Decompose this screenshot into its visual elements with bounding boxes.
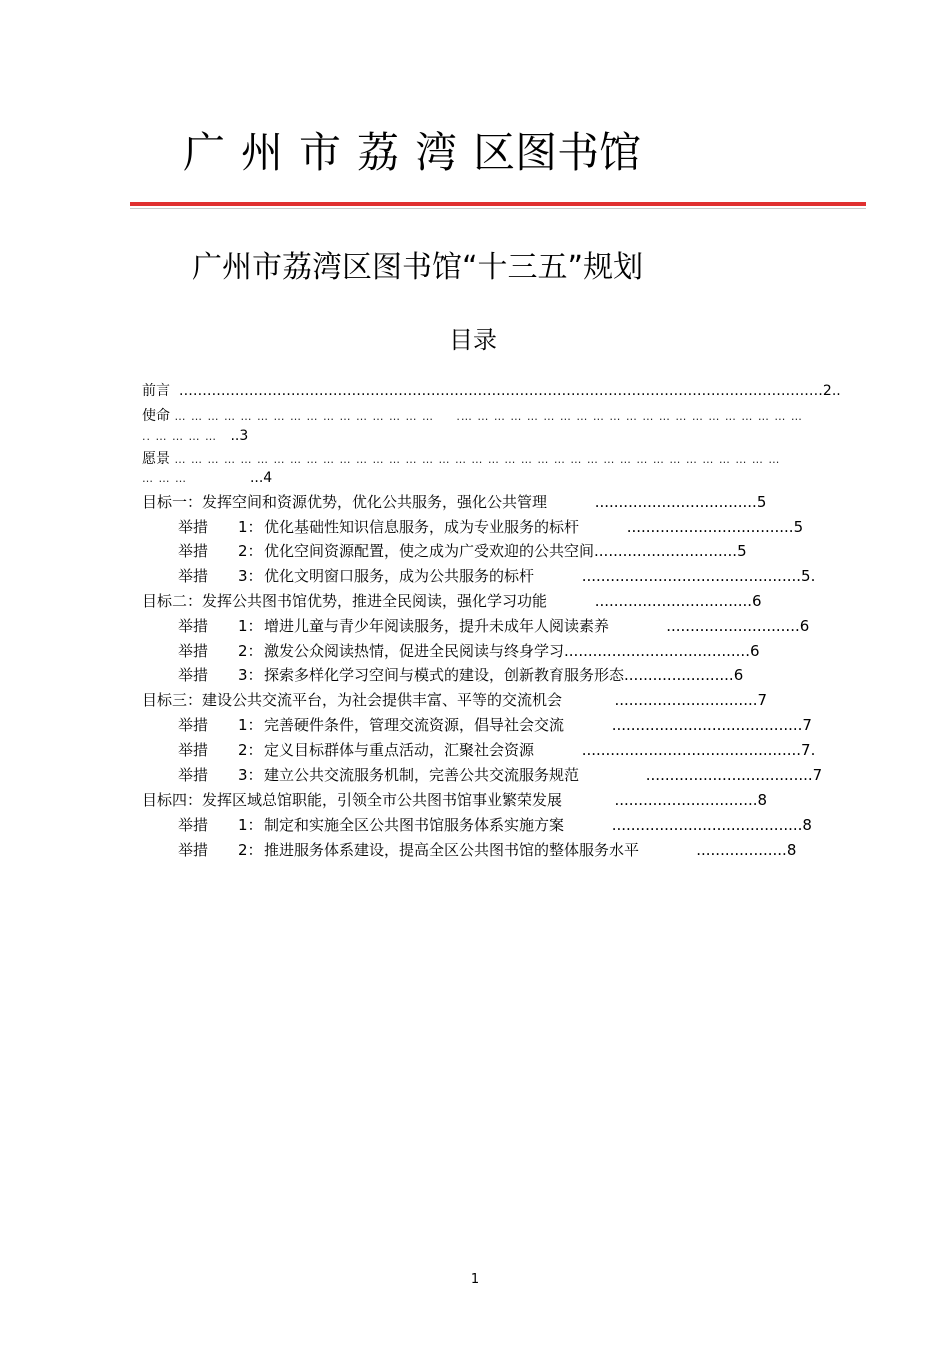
toc-goal-page: 7: [757, 691, 768, 709]
toc-goal-label: 目标一：发挥空间和资源优势，优化公共服务，强化公共管理: [142, 493, 548, 511]
toc-goal-3[interactable]: [142, 690, 767, 710]
measure-prefix: 举措: [178, 841, 209, 859]
dot-leader: ..............................................: [534, 567, 802, 585]
measure-page: 6: [733, 666, 744, 684]
library-name-heading: [183, 128, 743, 178]
measure-prefix: 举措: [178, 642, 209, 660]
toc-measure-2-2[interactable]: [178, 641, 760, 661]
toc-measure-3-2[interactable]: [178, 740, 815, 760]
toc-goal-1[interactable]: [142, 492, 766, 512]
measure-text: 制定和实施全区公共图书馆服务体系实施方案: [264, 816, 565, 834]
dot-leader: … … … … … … … … … … … … … … … … .… … … … … … … … … … … … … … … … … … … … …: [170, 410, 803, 423]
library-name-char: 市: [299, 128, 342, 177]
measure-prefix: 举措: [178, 542, 209, 560]
measure-page: 7: [802, 716, 812, 734]
toc-measure-1-3[interactable]: [178, 566, 815, 586]
toc-entry-label: 愿景: [142, 451, 170, 467]
toc-measure-3-3[interactable]: [178, 765, 822, 785]
measure-number: 1：: [238, 617, 263, 635]
measure-prefix: 举措: [178, 666, 209, 684]
measure-page: 5: [737, 542, 747, 560]
toc-goal-page: 6: [752, 592, 762, 610]
header-divider-red: [130, 202, 866, 206]
measure-number: 3：: [238, 567, 263, 585]
measure-prefix: 举措: [178, 766, 209, 784]
library-name-char: 区图书馆: [473, 128, 642, 177]
dot-leader: ..............................................: [534, 741, 802, 759]
toc-goal-label: 目标四：发挥区域总馆职能，引领全市公共图书馆事业繁荣发展: [142, 791, 563, 809]
document-title: 广州市荔湾区图书馆“十三五”规划: [192, 250, 644, 285]
measure-number: 1：: [238, 716, 263, 734]
dot-leader: ........................................: [564, 816, 803, 834]
measure-prefix: 举措: [178, 617, 209, 635]
dot-leader: ..............................: [594, 542, 738, 560]
page-number: 1: [470, 1272, 480, 1287]
measure-number: 2：: [238, 841, 263, 859]
measure-text: 完善硬件条件，管理交流资源，倡导社会交流: [264, 716, 565, 734]
measure-number: 1：: [238, 518, 263, 536]
dot-leader: ...................................: [579, 518, 794, 536]
dot-leader: ........................................: [564, 716, 803, 734]
measure-text: 优化空间资源配置，使之成为广受欢迎的公共空间: [264, 542, 595, 560]
measure-page: 5: [793, 518, 804, 536]
toc-goal-4[interactable]: [142, 790, 767, 810]
measure-prefix: 举措: [178, 567, 209, 585]
measure-page: 6: [799, 617, 810, 635]
toc-entry-vision[interactable]: [142, 449, 780, 470]
measure-text: 优化文明窗口服务，成为公共服务的标杆: [264, 567, 535, 585]
measure-prefix: 举措: [178, 741, 209, 759]
measure-prefix: 举措: [178, 816, 209, 834]
measure-prefix: 举措: [178, 518, 209, 536]
toc-goal-label: 目标三：建设公共交流平台，为社会提供丰富、平等的交流机会: [142, 691, 563, 709]
measure-page: 7: [812, 766, 823, 784]
toc-entry-mission-cont[interactable]: [142, 426, 248, 447]
dot-leader: … … …: [142, 472, 250, 485]
toc-goal-page: 8: [757, 791, 768, 809]
dot-leader: ..................................: [547, 493, 757, 511]
dot-leader: ...................: [639, 841, 787, 859]
toc-entry-label: 使命: [142, 408, 170, 424]
header-divider-grey: [130, 208, 866, 209]
toc-measure-1-1[interactable]: [178, 517, 803, 537]
toc-entry-mission[interactable]: [142, 406, 803, 427]
toc-measure-1-2[interactable]: [178, 541, 747, 561]
dot-leader: .................................: [547, 592, 753, 610]
measure-number: 2：: [238, 741, 263, 759]
toc-entry-page: ...4: [249, 470, 273, 486]
library-name-char: 广: [183, 128, 226, 177]
toc-measure-2-1[interactable]: [178, 616, 809, 636]
dot-leader: ..............................: [562, 691, 758, 709]
dot-leader: .......................: [624, 666, 734, 684]
dot-leader: …………………………………………………………………………………………………………………………: [170, 383, 823, 399]
toc-entry-page: 2..: [822, 383, 841, 399]
measure-text: 增进儿童与青少年阅读服务，提升未成年人阅读素养: [264, 617, 610, 635]
measure-number: 1：: [238, 816, 263, 834]
toc-goal-label: 目标二：发挥公共图书馆优势，推进全民阅读，强化学习功能: [142, 592, 548, 610]
toc-measure-2-3[interactable]: [178, 665, 743, 685]
toc-entry-vision-cont[interactable]: [142, 468, 272, 489]
measure-page: 8: [802, 816, 812, 834]
dot-leader: ............................: [609, 617, 800, 635]
toc-measure-4-2[interactable]: [178, 840, 796, 860]
measure-number: 2：: [238, 642, 263, 660]
measure-number: 3：: [238, 666, 263, 684]
toc-measure-3-1[interactable]: [178, 715, 812, 735]
measure-text: 定义目标群体与重点活动，汇聚社会资源: [264, 741, 535, 759]
measure-prefix: 举措: [178, 716, 209, 734]
dot-leader: ...................................: [579, 766, 813, 784]
library-name-char: 州: [241, 128, 284, 177]
toc-entry-label: 前言: [142, 383, 170, 399]
measure-page: 5.: [801, 567, 816, 585]
measure-text: 建立公共交流服务机制，完善公共交流服务规范: [264, 766, 580, 784]
dot-leader: .......................................: [564, 642, 750, 660]
measure-page: 8: [786, 841, 797, 859]
measure-page: 7.: [801, 741, 816, 759]
toc-entry-page: ..3: [230, 428, 249, 444]
measure-number: 3：: [238, 766, 263, 784]
toc-measure-4-1[interactable]: [178, 815, 812, 835]
dot-leader: … … … … … … … … … … … … … … … … … … … … … … … … … … … … … … … … … … … … …: [170, 453, 781, 466]
measure-text: 优化基础性知识信息服务，成为专业服务的标杆: [264, 518, 580, 536]
toc-goal-page: 5: [756, 493, 767, 511]
measure-text: 激发公众阅读热情，促进全民阅读与终身学习: [264, 642, 565, 660]
measure-text: 探索多样化学习空间与模式的建设，创新教育服务形态: [264, 666, 625, 684]
toc-entry-preface[interactable]: [142, 381, 841, 401]
dot-leader: .. … … … …: [142, 430, 231, 443]
measure-number: 2：: [238, 542, 263, 560]
toc-goal-2[interactable]: [142, 591, 762, 611]
measure-page: 6: [749, 642, 760, 660]
library-name-char: 荔: [357, 128, 400, 177]
measure-text: 推进服务体系建设，提高全区公共图书馆的整体服务水平: [264, 841, 640, 859]
dot-leader: ..............................: [562, 791, 758, 809]
library-name-char: 湾: [415, 128, 458, 177]
toc-heading: 目录: [449, 326, 497, 354]
